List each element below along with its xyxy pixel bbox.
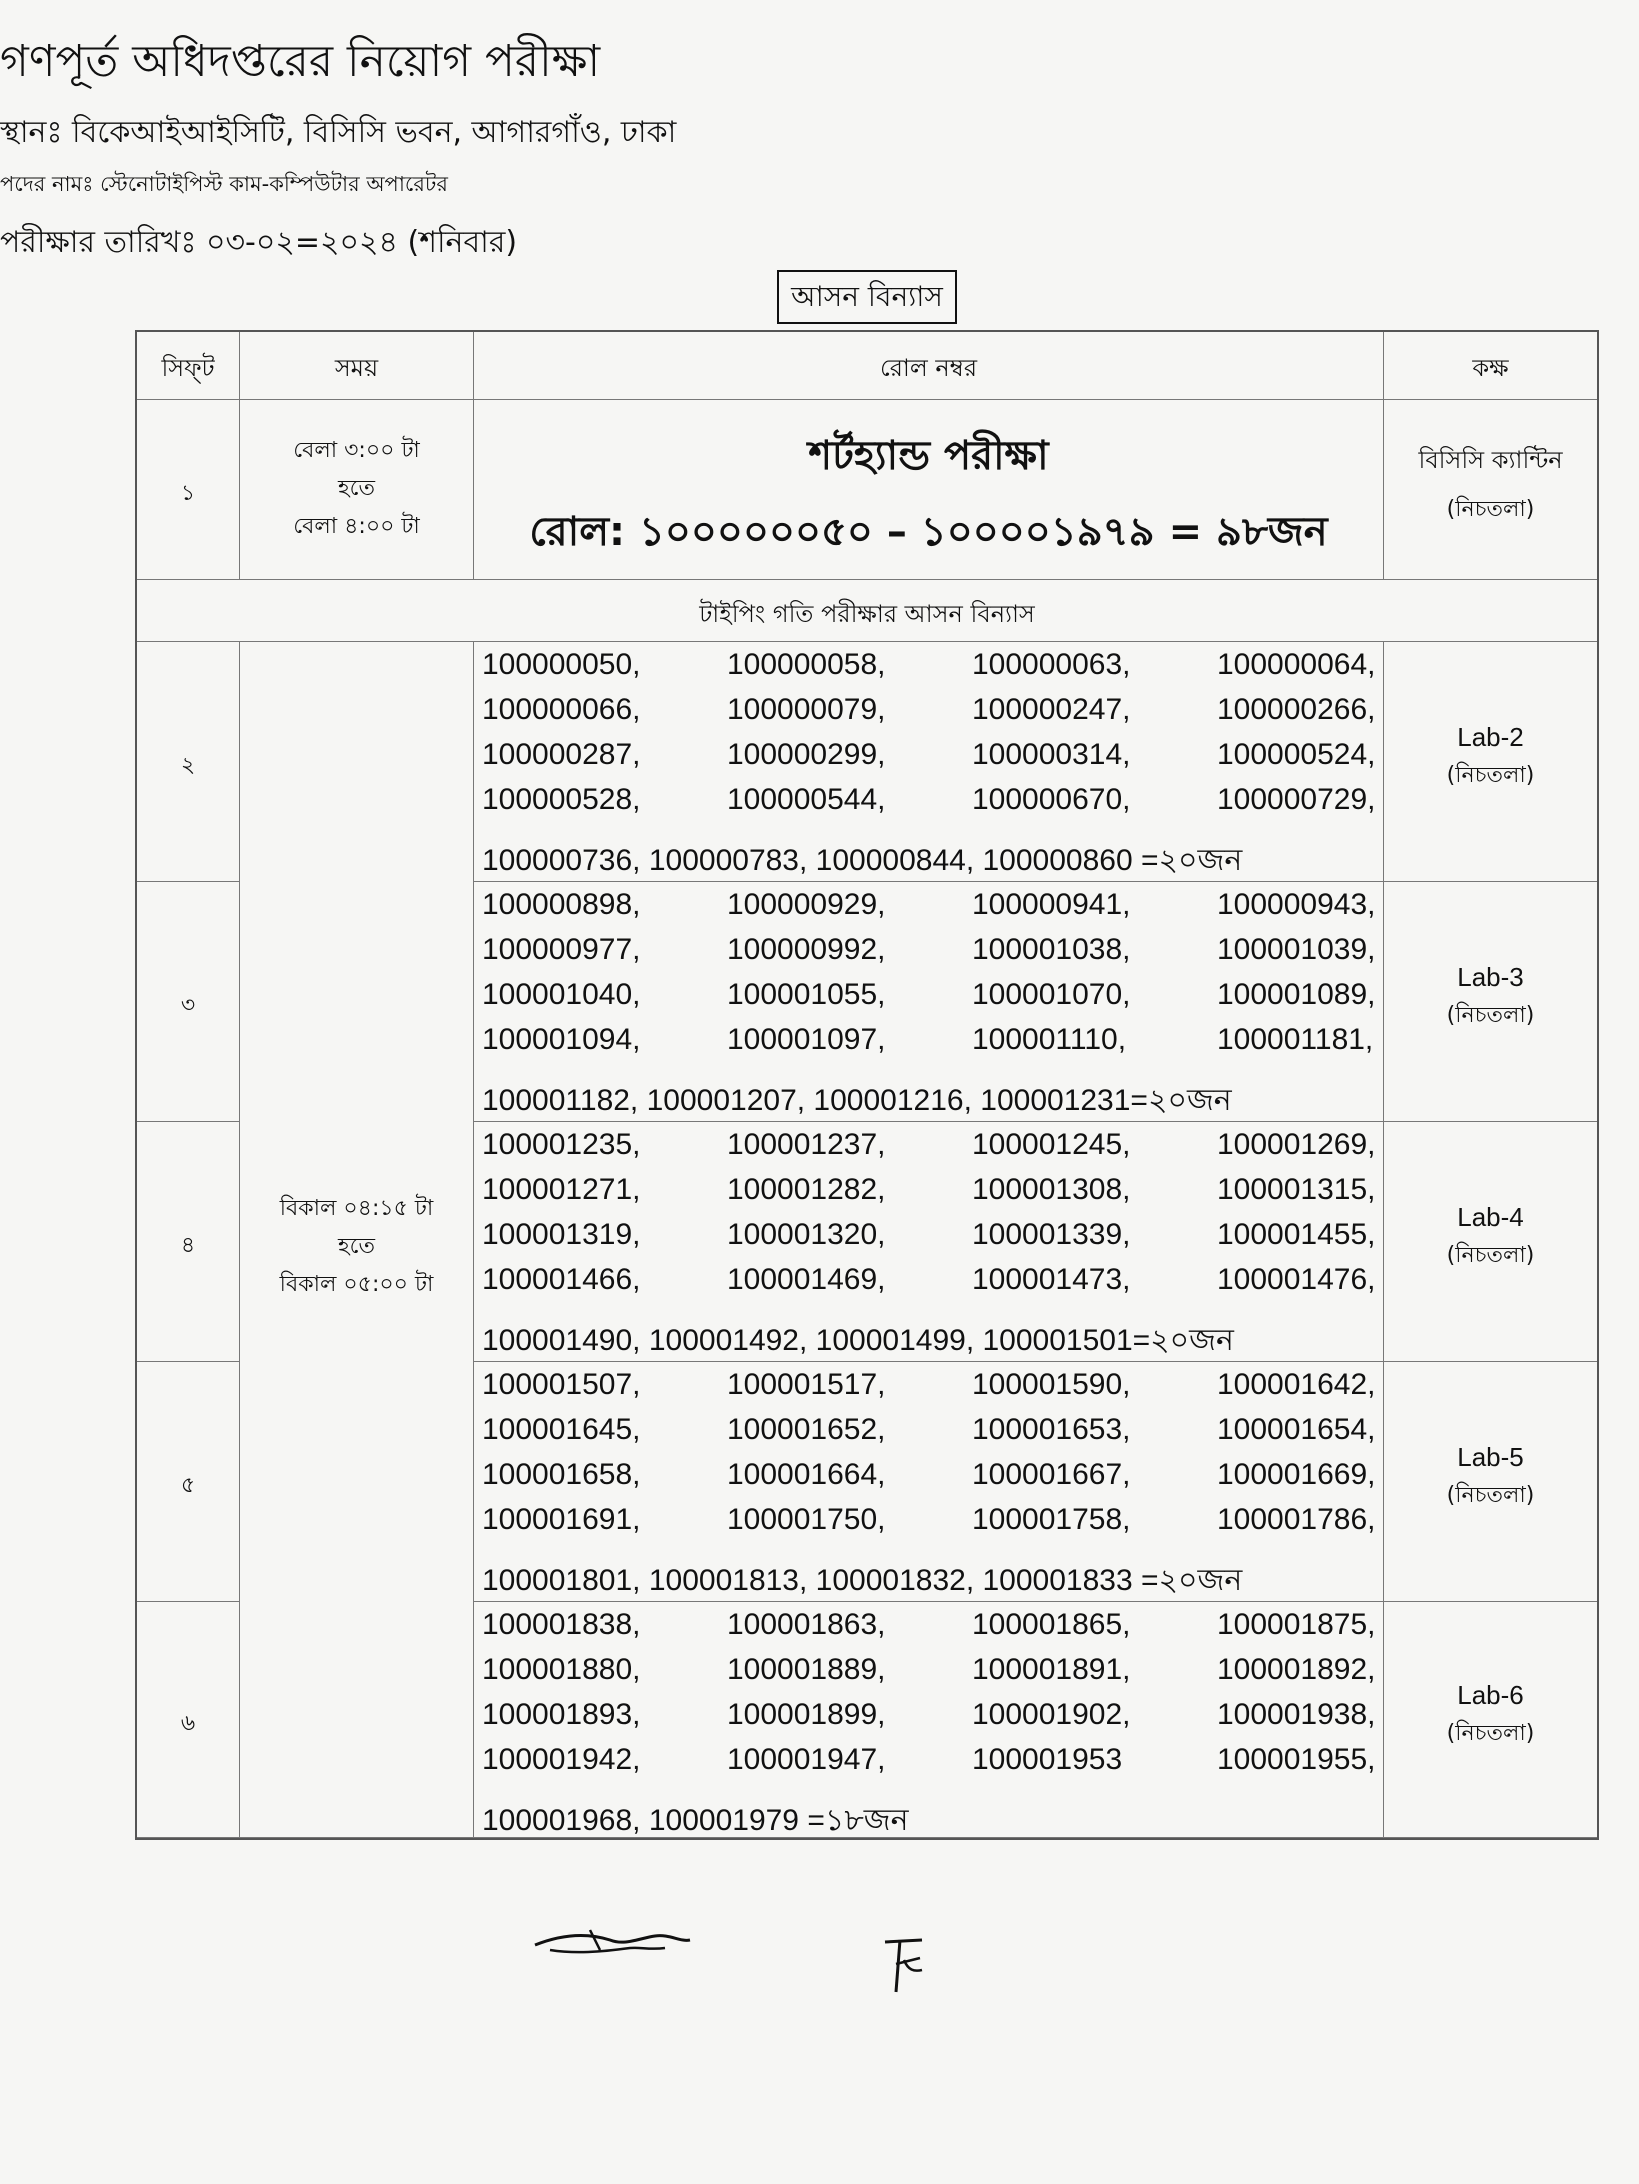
- seat-plan-label-box: আসন বিন্যাস: [777, 270, 957, 324]
- roll-number: 100001235,: [482, 1128, 641, 1161]
- typing-time-end: বিকাল ০৫:০০ টা: [279, 1272, 434, 1297]
- roll-number: 100000064,: [1217, 648, 1376, 681]
- roll-number: 100000524,: [1217, 738, 1376, 771]
- roll-number: 100001517,: [727, 1368, 886, 1401]
- roll-last-line: 100001182, 100001207, 100001216, 100001231=২০জন: [482, 1084, 1232, 1117]
- roll-last-line: 100001801, 100001813, 100001832, 100001833 =২০জন: [482, 1564, 1243, 1597]
- roll-list-cell: [474, 642, 1384, 882]
- roll-number: 100001271,: [482, 1173, 641, 1206]
- roll-number: 100001590,: [972, 1368, 1131, 1401]
- roll-number: 100001786,: [1217, 1503, 1376, 1536]
- roll-number: 100000943,: [1217, 888, 1376, 921]
- roll-list-cell: [474, 1122, 1384, 1362]
- roll-number: 100001040,: [482, 978, 641, 1011]
- room-name: Lab-3: [1457, 962, 1524, 992]
- room-cell: [1384, 642, 1597, 882]
- header-room-label: কক্ষ: [1472, 354, 1509, 382]
- typing-title-row: [137, 580, 1597, 642]
- typing-shift-cell: [137, 1602, 240, 1838]
- roll-number: 100001339,: [972, 1218, 1131, 1251]
- roll-number: 100001245,: [972, 1128, 1131, 1161]
- roll-number: 100001282,: [727, 1173, 886, 1206]
- roll-number: 100001507,: [482, 1368, 641, 1401]
- roll-number: 100001889,: [727, 1653, 886, 1686]
- roll-list-cell: [474, 1362, 1384, 1602]
- roll-number: 100001315,: [1217, 1173, 1376, 1206]
- header-cell-roll: [474, 332, 1384, 400]
- roll-number: 100001055,: [727, 978, 886, 1011]
- shorthand-exam-title: শর্টহ্যান্ড পরীক্ষা: [808, 433, 1049, 479]
- header-cell-time: [240, 332, 474, 400]
- room-floor: (নিচতলা): [1446, 1721, 1535, 1746]
- roll-number: 100000992,: [727, 933, 886, 966]
- roll-number: 100001953: [972, 1743, 1123, 1776]
- shorthand-time-start: বেলা ৩:০০ টা: [293, 438, 420, 463]
- room-floor: (নিচতলা): [1446, 1243, 1535, 1268]
- typing-shift-cell: [137, 1122, 240, 1362]
- roll-list-cell: [474, 1602, 1384, 1838]
- roll-number: 100001669,: [1217, 1458, 1376, 1491]
- roll-number: 100001652,: [727, 1413, 886, 1446]
- roll-number: 100000058,: [727, 648, 886, 681]
- roll-number: 100001891,: [972, 1653, 1131, 1686]
- roll-number: 100001750,: [727, 1503, 886, 1536]
- roll-number: 100001181,: [1217, 1023, 1374, 1056]
- shorthand-shift-number: ১: [180, 481, 196, 506]
- roll-number: 100001899,: [727, 1698, 886, 1731]
- roll-number: 100000977,: [482, 933, 641, 966]
- roll-number: 100001838,: [482, 1608, 641, 1641]
- typing-time-cell: [240, 642, 474, 1838]
- roll-number: 100001880,: [482, 1653, 641, 1686]
- roll-number: 100001955,: [1217, 1743, 1376, 1776]
- roll-number: 100000299,: [727, 738, 886, 771]
- room-cell: [1384, 1122, 1597, 1362]
- typing-shift-cell: [137, 1362, 240, 1602]
- venue-line: স্থানঃ বিকেআইআইসিটি, বিসিসি ভবন, আগারগাঁও, ঢাকা: [0, 115, 677, 150]
- roll-last-line: 100001490, 100001492, 100001499, 100001501=২০জন: [482, 1324, 1234, 1357]
- roll-number: 100001664,: [727, 1458, 886, 1491]
- roll-list-cell: [474, 882, 1384, 1122]
- roll-number: 100001893,: [482, 1698, 641, 1731]
- room-name: Lab-6: [1457, 1680, 1524, 1710]
- roll-number: 100001863,: [727, 1608, 886, 1641]
- roll-number: 100000266,: [1217, 693, 1376, 726]
- page-title: গণপূর্ত অধিদপ্তরের নিয়োগ পরীক্ষা: [0, 36, 601, 87]
- shift-number: ৪: [180, 1233, 196, 1258]
- shorthand-room-floor: (নিচতলা): [1446, 497, 1535, 522]
- header-cell-shift: [137, 332, 240, 400]
- roll-number: 100001038,: [972, 933, 1131, 966]
- roll-number: 100000079,: [727, 693, 886, 726]
- roll-number: 100001070,: [972, 978, 1131, 1011]
- shift-number: ২: [180, 753, 196, 778]
- roll-number: 100001269,: [1217, 1128, 1376, 1161]
- shift-number: ৬: [180, 1711, 196, 1736]
- roll-number: 100001094,: [482, 1023, 641, 1056]
- room-floor: (নিচতলা): [1446, 1003, 1535, 1028]
- roll-number: 100000929,: [727, 888, 886, 921]
- shorthand-time-to: হতে: [338, 476, 375, 501]
- roll-number: 100001875,: [1217, 1608, 1376, 1641]
- roll-number: 100001466,: [482, 1263, 641, 1296]
- roll-number: 100001642,: [1217, 1368, 1376, 1401]
- roll-number: 100001658,: [482, 1458, 641, 1491]
- room-floor: (নিচতলা): [1446, 763, 1535, 788]
- roll-number: 100000898,: [482, 888, 641, 921]
- typing-section-title: টাইপিং গতি পরীক্ষার আসন বিন্যাস: [699, 600, 1035, 628]
- roll-number: 100001865,: [972, 1608, 1131, 1641]
- shift-number: ৫: [180, 1473, 196, 1498]
- roll-number: 100001455,: [1217, 1218, 1376, 1251]
- roll-number: 100000314,: [972, 738, 1131, 771]
- roll-number: 100001667,: [972, 1458, 1131, 1491]
- room-name: Lab-4: [1457, 1202, 1524, 1232]
- roll-number: 100001110,: [972, 1023, 1127, 1056]
- shorthand-room-cell: [1384, 400, 1597, 580]
- roll-last-line: 100000736, 100000783, 100000844, 100000860 =২০জন: [482, 844, 1243, 877]
- roll-number: 100001654,: [1217, 1413, 1376, 1446]
- roll-number: 100001320,: [727, 1218, 886, 1251]
- header-roll-label: রোল নম্বর: [879, 354, 978, 382]
- typing-time-start: বিকাল ০৪:১৫ টা: [279, 1196, 434, 1221]
- post-name-line: পদের নামঃ স্টেনোটাইপিস্ট কাম-কম্পিউটার অপারেটর: [0, 172, 448, 196]
- room-floor: (নিচতলা): [1446, 1483, 1535, 1508]
- typing-shift-cell: [137, 642, 240, 882]
- header-cell-room: [1384, 332, 1597, 400]
- roll-number: 100001097,: [727, 1023, 886, 1056]
- roll-number: 100000287,: [482, 738, 641, 771]
- room-name: Lab-5: [1457, 1442, 1524, 1472]
- signature-right: [870, 1930, 940, 2000]
- roll-number: 100001039,: [1217, 933, 1376, 966]
- roll-number: 100001089,: [1217, 978, 1376, 1011]
- roll-number: 100001947,: [727, 1743, 886, 1776]
- room-cell: [1384, 1602, 1597, 1838]
- roll-number: 100001653,: [972, 1413, 1131, 1446]
- shorthand-room-name: বিসিসি ক্যান্টিন: [1418, 446, 1563, 474]
- shift-number: ৩: [180, 993, 196, 1018]
- roll-number: 100001758,: [972, 1503, 1131, 1536]
- shorthand-shift-cell: [137, 400, 240, 580]
- roll-number: 100000247,: [972, 693, 1131, 726]
- roll-number: 100000670,: [972, 783, 1131, 816]
- shorthand-roll-range: রোল: ১০০০০০০৫০ – ১০০০০১৯৭৯ = ৯৮জন: [529, 509, 1328, 555]
- roll-number: 100000066,: [482, 693, 641, 726]
- room-cell: [1384, 882, 1597, 1122]
- roll-number: 100001645,: [482, 1413, 641, 1446]
- roll-number: 100001942,: [482, 1743, 641, 1776]
- roll-number: 100000544,: [727, 783, 886, 816]
- roll-number: 100000729,: [1217, 783, 1376, 816]
- roll-number: 100001691,: [482, 1503, 641, 1536]
- roll-number: 100001237,: [727, 1128, 886, 1161]
- header-shift-label: সিফ্‌ট: [161, 354, 215, 382]
- shorthand-roll-cell: [474, 400, 1384, 580]
- typing-time-to: হতে: [338, 1234, 375, 1259]
- roll-number: 100001902,: [972, 1698, 1131, 1731]
- roll-number: 100001308,: [972, 1173, 1131, 1206]
- roll-number: 100001469,: [727, 1263, 886, 1296]
- signature-left: [530, 1920, 700, 1970]
- shorthand-time-end: বেলা ৪:০০ টা: [293, 514, 420, 539]
- roll-number: 100001473,: [972, 1263, 1131, 1296]
- roll-last-line: 100001968, 100001979 =১৮জন: [482, 1804, 909, 1837]
- roll-number: 100000528,: [482, 783, 641, 816]
- roll-number: 100001892,: [1217, 1653, 1376, 1686]
- header-time-label: সময়: [334, 354, 379, 382]
- typing-shift-cell: [137, 882, 240, 1122]
- roll-number: 100001319,: [482, 1218, 641, 1251]
- roll-number: 100000063,: [972, 648, 1131, 681]
- roll-number: 100000941,: [972, 888, 1131, 921]
- exam-date-line: পরীক্ষার তারিখঃ ০৩-০২=২০২৪ (শনিবার): [0, 225, 518, 260]
- roll-number: 100000050,: [482, 648, 641, 681]
- roll-number: 100001476,: [1217, 1263, 1376, 1296]
- shorthand-time-cell: [240, 400, 474, 580]
- roll-number: 100001938,: [1217, 1698, 1376, 1731]
- room-cell: [1384, 1362, 1597, 1602]
- room-name: Lab-2: [1457, 722, 1524, 752]
